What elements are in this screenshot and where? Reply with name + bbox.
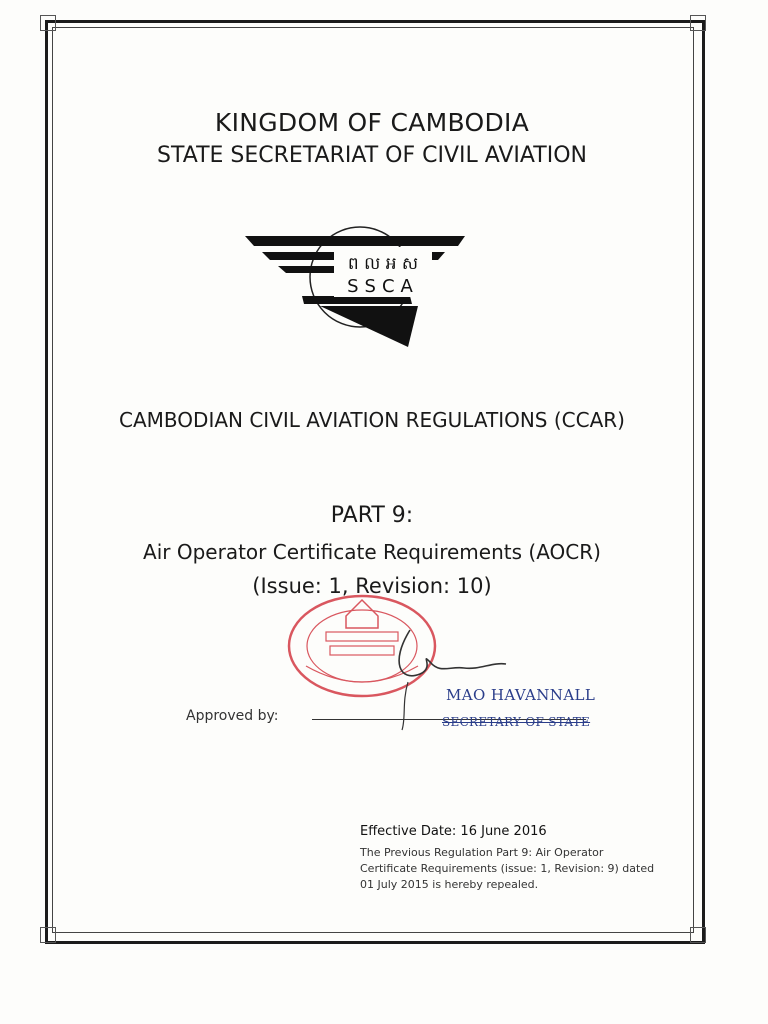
- ssca-logo-icon: [240, 222, 470, 352]
- corner-mark: [40, 15, 56, 31]
- corner-mark: [40, 927, 56, 943]
- country-heading: KINGDOM OF CAMBODIA: [214, 108, 530, 137]
- corner-mark: [690, 927, 706, 943]
- logo-khmer-text: ព ល អ ស: [347, 254, 419, 274]
- part-number: PART 9:: [330, 503, 414, 528]
- document-title: Air Operator Certificate Requirements (AOCR): [143, 540, 601, 564]
- effective-date: Effective Date: 16 June 2016: [360, 824, 547, 839]
- regulation-series: CAMBODIAN CIVIL AVIATION REGULATIONS (CCAR): [119, 408, 625, 432]
- corner-mark: [690, 15, 706, 31]
- repeal-note: The Previous Regulation Part 9: Air Operator Certificate Requirements (issue: 1, Revision: 9) dated 01 July 2015 is hereby repealed.: [360, 846, 655, 891]
- signer-title: SECRETARY OF STATE: [442, 715, 591, 729]
- signer-name: MAO HAVANNALL: [446, 686, 596, 704]
- logo-acronym: SSCA: [347, 276, 419, 297]
- agency-heading: STATE SECRETARIAT OF CIVIL AVIATION: [157, 143, 587, 168]
- issue-revision: (Issue: 1, Revision: 10): [252, 574, 492, 598]
- approved-by-label: Approved by:: [186, 708, 279, 724]
